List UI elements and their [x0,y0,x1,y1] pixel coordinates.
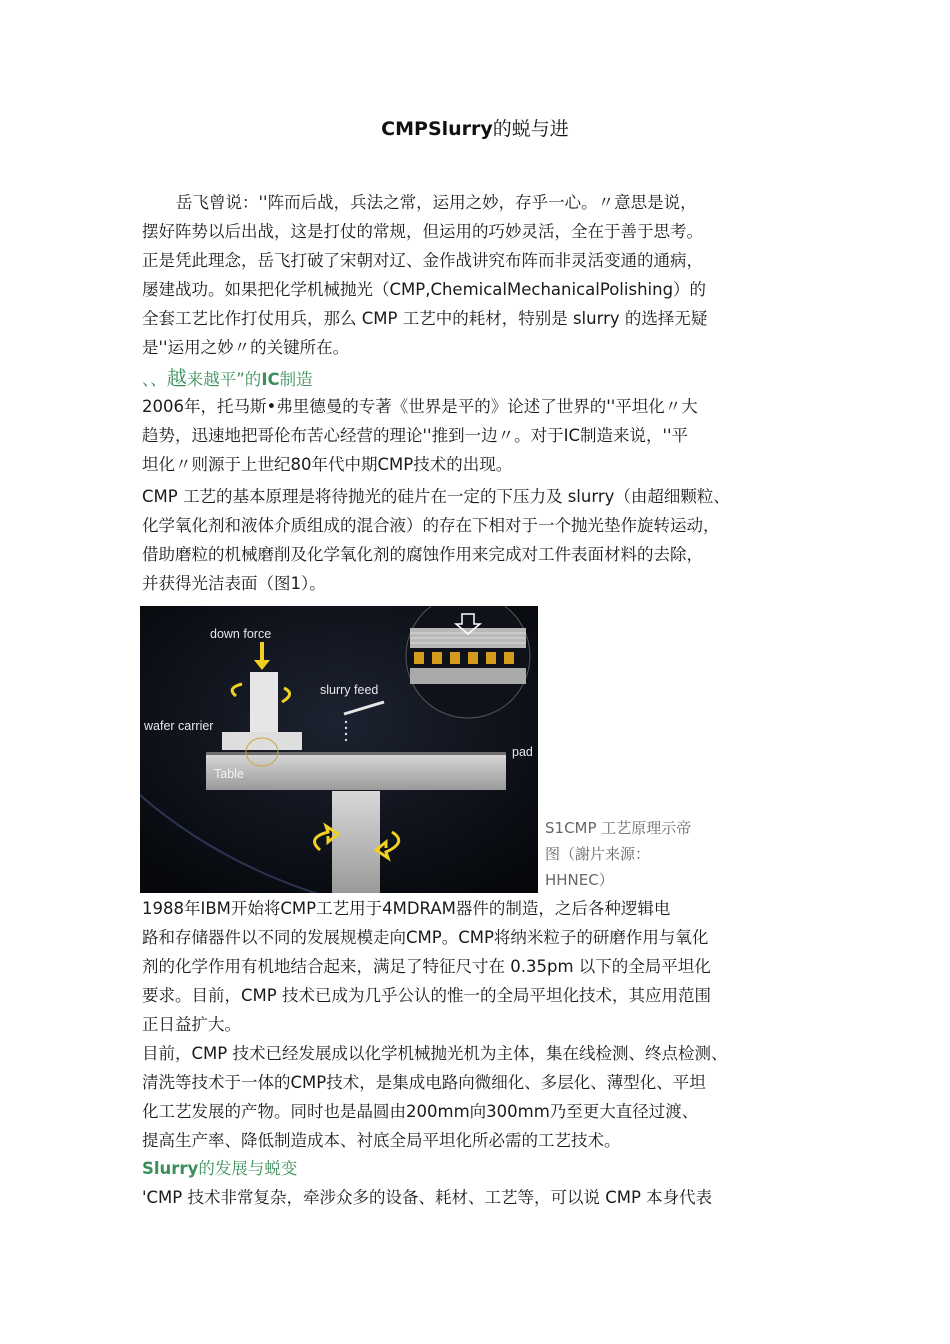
text-line: CMP 工艺的基本原理是将待抛光的硅片在一定的下压力及 slurry（由超细颗粒、 [142,487,730,506]
heading-bold: Slurry [142,1159,199,1178]
cmp-diagram [140,606,538,893]
paragraph-cmp-development [142,1039,832,1155]
text-line: 化工艺发展的产物。同时也是晶圆由200mm向300mm乃至更大直径过渡、 [142,1102,699,1121]
figure-caption [545,815,745,893]
paragraph-ibm-history [142,894,832,1039]
caption-line: HHNEC） [545,871,614,889]
cmp-diagram-figure [140,606,538,893]
heading-bold: IC [261,370,280,389]
intro-paragraph [142,188,832,362]
label-down-force: down force [210,627,272,641]
heading-text: 的发展与蜕变 [198,1159,298,1178]
carrier-shaft [250,672,278,732]
text-line: 正日益扩大。 [142,1015,241,1034]
caption-line: 图（謝片来源： [545,845,651,863]
text-line: 要求。目前，CMP 技术已成为几乎公认的惟一的全局平坦化技术，其应用范围 [142,986,711,1005]
section-heading-ic [142,362,313,391]
text-line: 提高生产率、降低制造成本、衬底全局平坦化所必需的工艺技术。 [142,1131,621,1150]
text-line: 2006年，托马斯•弗里德曼的专著《世界是平的》论述了世界的''平坦化〃大 [142,397,698,416]
text-line: 正是凭此理念，岳飞打破了宋朝对辽、金作战讲究布阵而非灵活变通的通病， [142,251,703,270]
label-slurry-feed: slurry feed [320,683,379,697]
text-line: 1988年IBM开始将CMP工艺用于4MDRAM器件的制造，之后各种逻辑电 [142,899,671,918]
paragraph-cmp-complexity [142,1183,832,1212]
text-line: 屡建战功。如果把化学机械抛光（CMP,ChemicalMechanicalPolishing）的 [142,280,707,299]
title-cn: 的蜕与进 [492,118,569,140]
document-title [0,114,950,141]
title-latin: CMPSlurry [381,118,493,140]
text-line: 岳飞曾说：''阵而后战，兵法之常，运用之妙，存乎一心。〃意思是说， [176,193,697,212]
text-line: 借助磨粒的机械磨削及化学氧化剂的腐蚀作用来完成对工件表面材料的去除， [142,545,703,564]
heading-text: 制造 [279,370,313,389]
text-line: 剂的化学作用有机地结合起来，满足了特征尺寸在 0.35pm 以下的全局平坦化 [142,957,711,976]
heading-prefix: 、、 [142,370,167,389]
text-line: 清洗等技术于一体的CMP技术，是集成电路向微细化、多层化、薄型化、平坦 [142,1073,706,1092]
text-line: 'CMP 技术非常复杂，牵涉众多的设备、耗材、工艺等，可以说 CMP 本身代表 [142,1188,713,1207]
text-line: 摆好阵势以后出战，这是打仗的常规，但运用的巧妙灵活，全在于善于思考。 [142,222,703,241]
text-line: 并获得光洁表面（图1）。 [142,574,326,593]
text-line: 化学氧化剂和液体介质组成的混合液）的存在下相对于一个抛光垫作旋转运动， [142,516,720,535]
text-line: 是''运用之妙〃的关键所在。 [142,338,350,357]
text-line: 路和存储器件以不同的发展规模走向CMP。CMP将纳米粒子的研磨作用与氧化 [142,928,709,947]
paragraph-flat-world [142,392,832,479]
text-line: 趋势，迅速地把哥伦布苦心经营的理论''推到一边〃。对于IC制造来说，''平 [142,426,689,445]
caption-line: S1CMP 工艺原理示帝 [545,819,692,837]
label-wafer-carrier: wafer carrier [144,719,214,733]
label-pad: pad [512,745,533,759]
paragraph-cmp-principle [142,482,832,598]
text-line: 目前，CMP 技术已经发展成以化学机械抛光机为主体，集在线检测、终点检测、 [142,1044,728,1063]
label-table: Table [214,767,244,781]
polishing-pad [206,752,506,755]
table-platen [206,754,506,790]
text-line: 全套工艺比作打仗用兵，那么 CMP 工艺中的耗材，特别是 slurry 的选择无疑 [142,309,708,328]
heading-text: 来越平”的 [186,370,262,389]
inset-pad [410,668,526,684]
table-column [332,791,380,893]
text-line: 坦化〃则源于上世纪80年代中期CMP技术的出现。 [142,455,513,474]
heading-big-char: 越 [166,366,187,390]
section-heading-slurry [142,1155,297,1179]
wafer-carrier-head [222,732,302,750]
